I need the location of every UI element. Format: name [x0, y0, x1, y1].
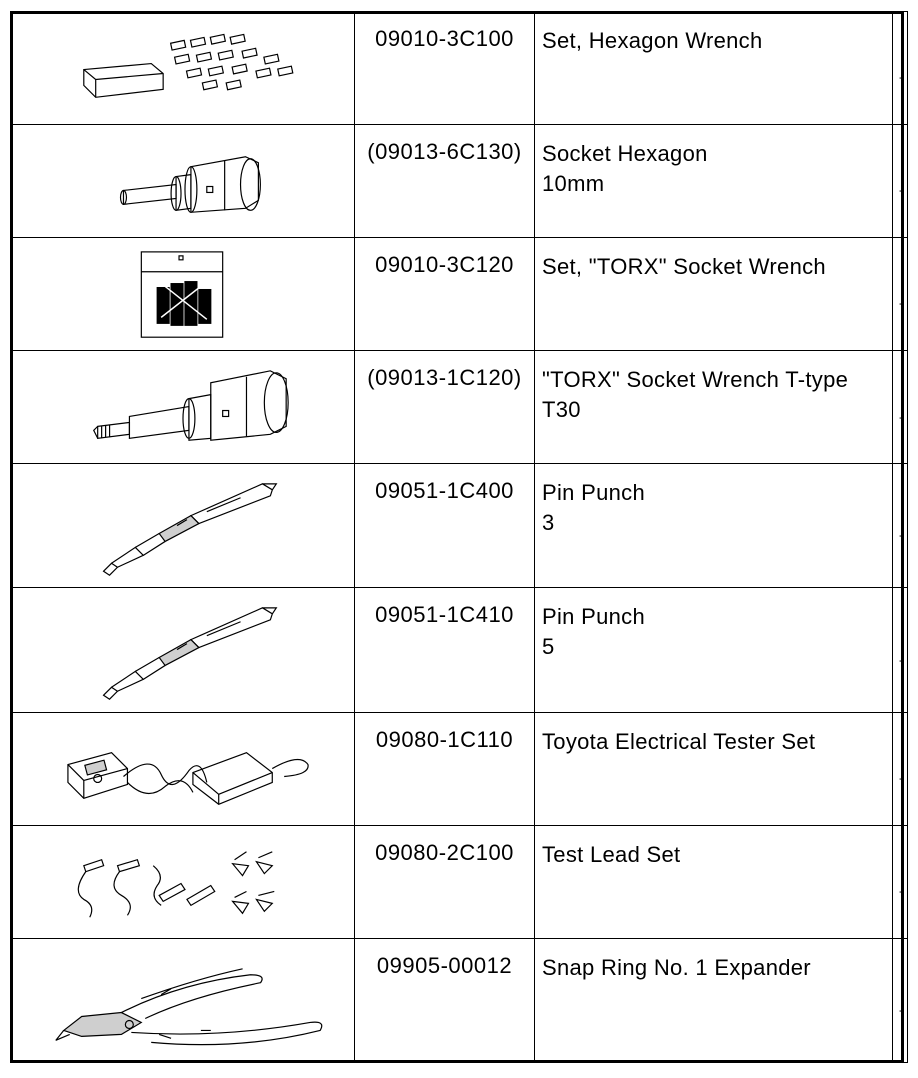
tool-name-line1: Pin Punch — [542, 480, 645, 506]
table-frame — [10, 11, 904, 1063]
tool-name-line2: 5 — [542, 634, 555, 660]
part-number: 09051-1C410 — [355, 588, 535, 712]
note-mark: - — [899, 652, 903, 667]
part-number: (09013-1C120) — [355, 351, 535, 464]
note-mark: - — [899, 770, 903, 785]
tool-name-line1: Test Lead Set — [542, 841, 681, 867]
note-mark: - — [899, 528, 903, 543]
note-mark: - — [899, 1002, 903, 1017]
note-mark: - — [899, 883, 903, 898]
tool-name-line1: Snap Ring No. 1 Expander — [542, 954, 811, 980]
tool-name-line1: Socket Hexagon — [542, 141, 708, 167]
part-number: 09905-00012 — [355, 938, 535, 1062]
part-number: 09080-2C100 — [355, 825, 535, 938]
part-number: 09080-1C110 — [355, 712, 535, 825]
part-number: 09010-3C100 — [355, 12, 535, 125]
tool-name-line2: 10mm — [542, 171, 605, 197]
note-mark: - — [899, 70, 903, 85]
tool-name-line1: Set, Hexagon Wrench — [542, 28, 763, 53]
tool-name-line1: Pin Punch — [542, 604, 645, 630]
tool-name-line2: T30 — [542, 397, 581, 423]
tool-name-line1: "TORX" Socket Wrench T-type — [542, 367, 849, 393]
tool-name-line2: 3 — [542, 510, 555, 536]
part-number: 09010-3C120 — [355, 238, 535, 351]
note-mark: - — [899, 296, 903, 311]
part-number: (09013-6C130) — [355, 125, 535, 238]
tool-name-line1: Set, "TORX" Socket Wrench — [542, 254, 826, 280]
tool-name-line1: Toyota Electrical Tester Set — [542, 728, 816, 754]
part-number: 09051-1C400 — [355, 464, 535, 588]
note-mark: - — [899, 183, 903, 198]
note-mark: - — [899, 409, 903, 424]
